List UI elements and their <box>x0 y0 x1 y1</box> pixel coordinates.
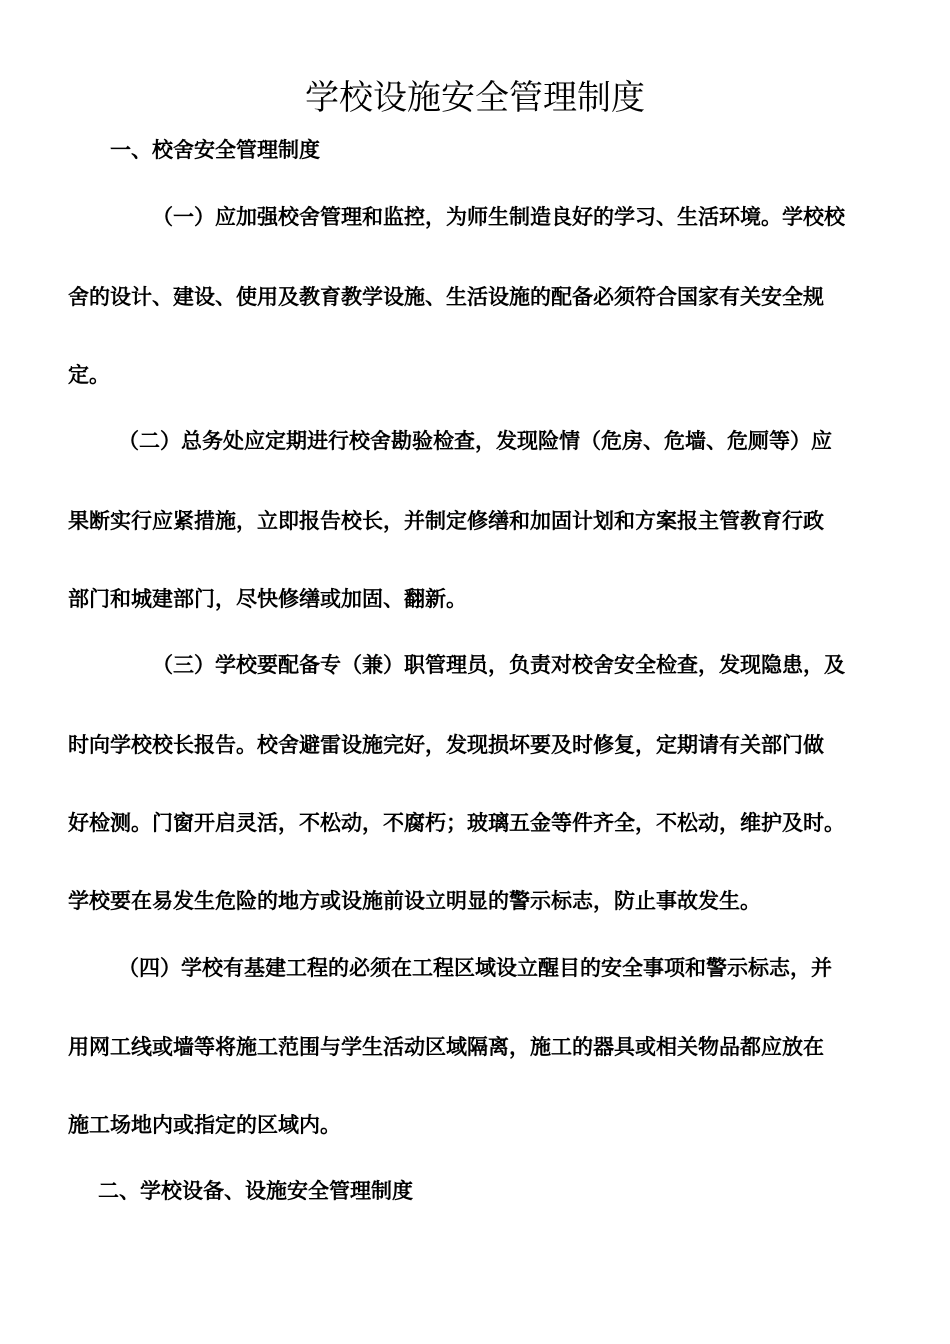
paragraph-3-line-2: 时向学校校长报告。校舍避雷设施完好，发现损坏要及时修复，定期请有关部门做 <box>68 733 824 757</box>
paragraph-2-line-1: （二）总务处应定期进行校舍勘验检查，发现险情（危房、危墙、危厕等）应 <box>118 429 832 453</box>
document-title: 学校设施安全管理制度 <box>305 78 645 118</box>
paragraph-2-line-3: 部门和城建部门，尽快修缮或加固、翻新。 <box>68 587 467 611</box>
paragraph-4-line-1: （四）学校有基建工程的必须在工程区域设立醒目的安全事项和警示标志，并 <box>118 956 832 980</box>
paragraph-1-line-1: （一）应加强校舍管理和监控，为师生制造良好的学习、生活环境。学校校 <box>152 205 845 229</box>
section-heading-1: 一、校舍安全管理制度 <box>110 138 320 162</box>
paragraph-4-line-3: 施工场地内或指定的区域内。 <box>68 1113 341 1137</box>
paragraph-4-line-2: 用网工线或墙等将施工范围与学生活动区域隔离，施工的器具或相关物品都应放在 <box>68 1035 824 1059</box>
paragraph-3-line-3: 好检测。门窗开启灵活，不松动，不腐朽；玻璃五金等件齐全，不松动，维护及时。 <box>68 811 845 835</box>
paragraph-1-line-2: 舍的设计、建设、使用及教育教学设施、生活设施的配备必须符合国家有关安全规 <box>68 285 824 309</box>
paragraph-3-line-4: 学校要在易发生危险的地方或设施前设立明显的警示标志，防止事故发生。 <box>68 889 761 913</box>
paragraph-3-line-1: （三）学校要配备专（兼）职管理员，负责对校舍安全检查，发现隐患，及 <box>152 653 845 677</box>
section-heading-2: 二、学校设备、设施安全管理制度 <box>98 1179 413 1203</box>
paragraph-1-line-3: 定。 <box>68 363 110 387</box>
paragraph-2-line-2: 果断实行应紧措施，立即报告校长，并制定修缮和加固计划和方案报主管教育行政 <box>68 509 824 533</box>
